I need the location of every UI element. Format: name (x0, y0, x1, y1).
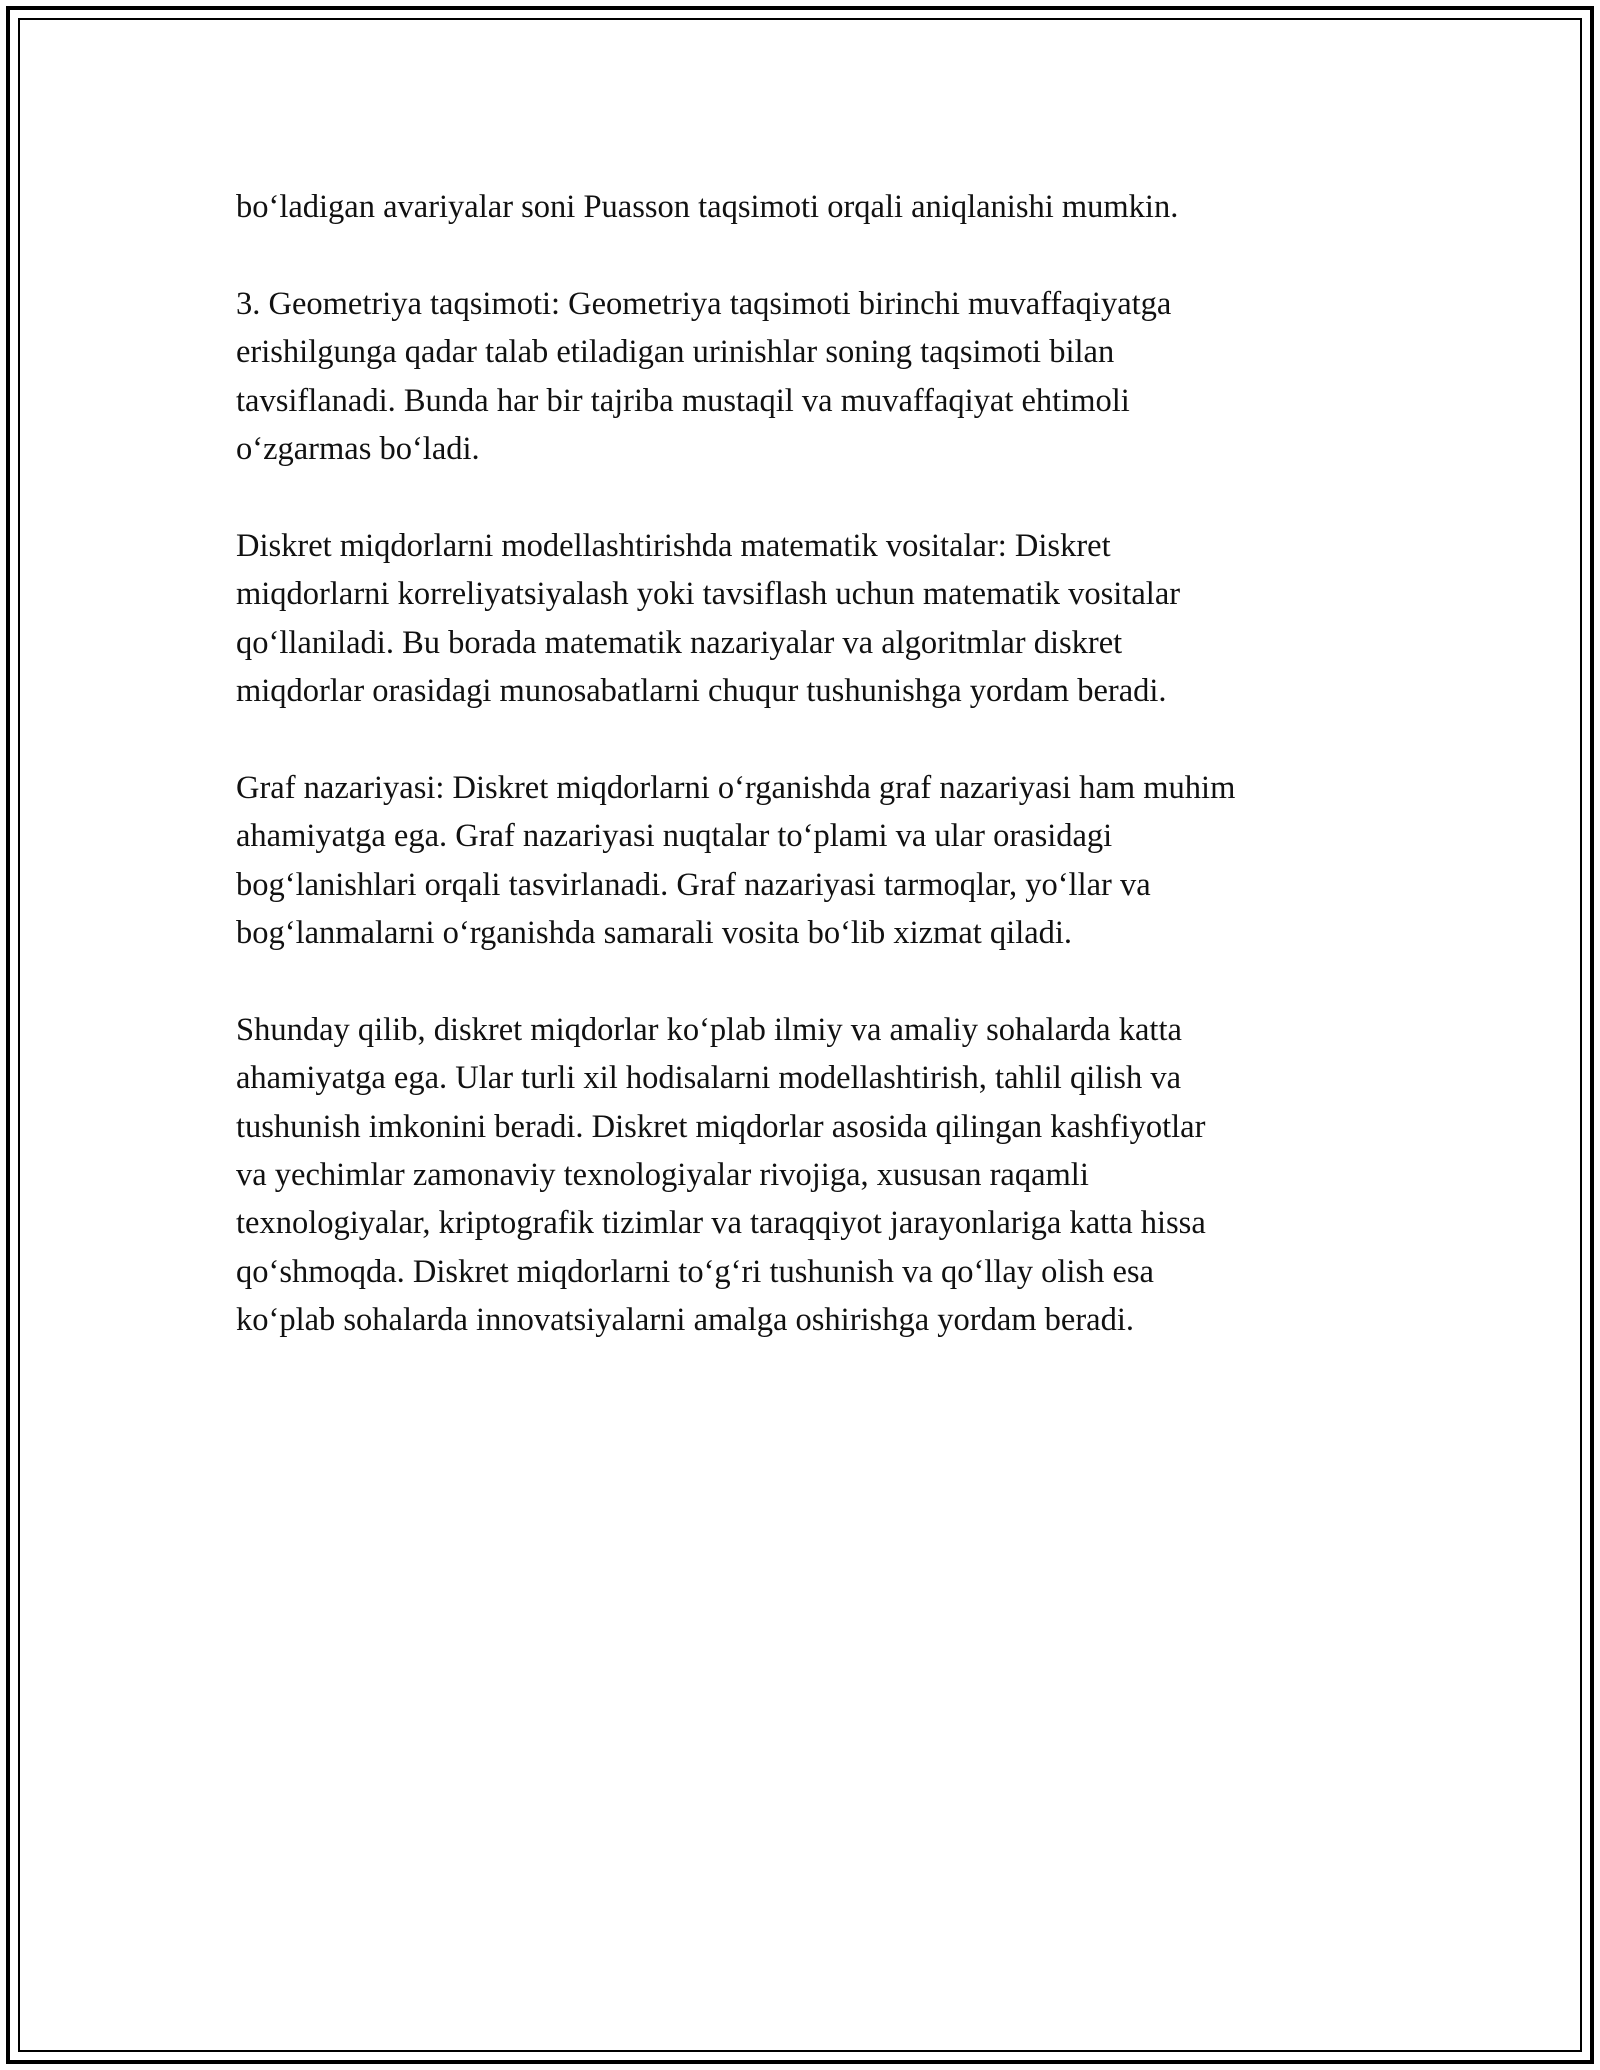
paragraph-conclusion: Shunday qilib, diskret miqdorlar ko‘plab ilmiy va amaliy sohalarda katta ahamiyatga ega. Ular turli xil hodisalarni modellashtirish, tahlil qilish va tushunish imkonini beradi. Diskret miqdorlar asosida qilingan kashfiyotlar va yechimlar zamonaviy texnologiyalar rivojiga, xususan raqamli texnologiyalar, kriptografik tizimlar va taraqqiyot jarayonlariga katta hissa qo‘shmoqda. Diskret miqdorlarni to‘g‘ri tushunish va qo‘llay olish esa ko‘plab sohalarda innovatsiyalarni amalga oshirishga yordam beradi. (236, 1011, 1206, 1339)
paragraph-math-tools: Diskret miqdorlarni modellashtirishda matematik vositalar: Diskret miqdorlarni korreliyatsiyalash yoki tavsiflash uchun matematik vositalar qo‘llaniladi. Bu borada matematik nazariyalar va algoritmlar diskret miqdorlar orasidagi munosabatlarni chuqur tushunishga yordam beradi. (236, 527, 1181, 710)
paragraph-graph-theory: Graf nazariyasi: Diskret miqdorlarni o‘rganishda graf nazariyasi ham muhim ahamiyatga ega. Graf nazariyasi nuqtalar to‘plami va ular orasidagi bog‘lanishlari orqali tasvirlanadi. Graf nazariyasi tarmoqlar, yo‘llar va bog‘lanmalarni o‘rganishda samarali vosita bo‘lib xizmat qiladi. (236, 769, 1236, 952)
document-body (236, 183, 1416, 1393)
paragraph-geometric-distribution: 3. Geometriya taqsimoti: Geometriya taqsimoti birinchi muvaffaqiyatga erishilgunga qadar talab etiladigan urinishlar soning taqsimoti bilan tavsiflanadi. Bunda har bir tajriba mustaqil va muvaffaqiyat ehtimoli o‘zgarmas bo‘ladi. (236, 285, 1172, 468)
paragraph-poisson-continuation: bo‘ladigan avariyalar soni Puasson taqsimoti orqali aniqlanishi mumkin. (236, 189, 1179, 225)
